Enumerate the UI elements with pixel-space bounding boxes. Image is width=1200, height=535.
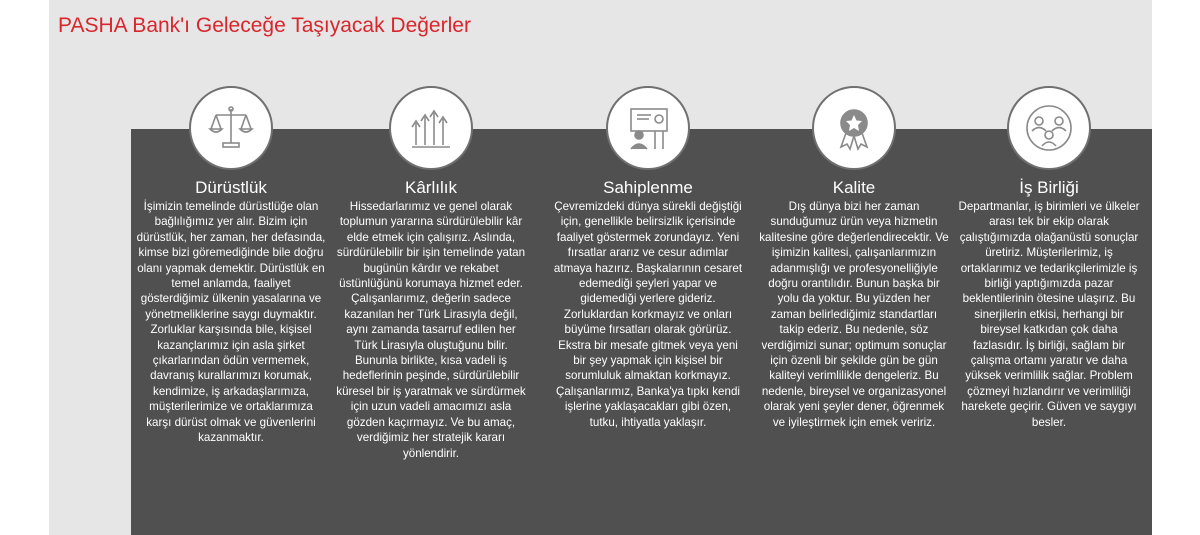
value-description: İşimizin temelinde dürüstlüğe olan bağlılığımız yer alır. Bizim için dürüstlük, her zaman, her defasında, kimse bizi göremediğinde bile doğru olanı yapmak demektir. Dürüstlük en temel anlamda, faaliyet gösterdiğimiz ülkenin yasalarına ve yönetmeliklerine saygı duymaktır. Zorluklar karşısında bile, kişisel kazançlarımız için asla şirket çıkarlarından ödün vermemek, davranış kurallarımızı korumak, kendimize, iş arkadaşlarımıza, müşterilerimize ve ortaklarımıza karşı dürüst olmak ve güvenlerini kazanmaktır. xyxy=(136,200,326,445)
value-heading: Sahiplenme xyxy=(603,178,693,197)
value-heading: İş Birliği xyxy=(1019,178,1079,197)
value-heading: Dürüstlük xyxy=(195,178,267,197)
pointer-arrow xyxy=(844,154,864,164)
value-heading: Kalite xyxy=(832,178,876,197)
scales-of-justice-icon xyxy=(204,101,258,155)
pointer-arrow xyxy=(421,154,441,164)
pointer-arrow xyxy=(638,154,658,164)
page-title: PASHA Bank'ı Geleceğe Taşıyacak Değerler xyxy=(58,14,471,37)
value-description: Hissedarlarımız ve genel olarak toplumun yararına sürdürülebilir kâr elde etmek için çalışırız. Aslında, sürdürülebilir bir işin temelinde yatan bugünün kârdır ve rekabet üstünlüğünü korumaya hizmet eder. Çalışanlarımız, değerin sadece kazanılan her Türk Lirasıyla değil, aynı zamanda tasarruf edilen her Türk Lirasıyla oluştuğunu bilir. Bununla birlikte, kısa vadeli iş hedeflerinin peşinde, sürdürülebilir küresel bir iş yaratmak ve sürdürmek için uzun vadeli amacımızı asla gözden kaçırmayız. Ve bu amaç, verdiğimiz her stratejik kararı yönlendirir. xyxy=(336,200,526,460)
value-description: Çevremizdeki dünya sürekli değiştiği için, genellikle belirsizlik içerisinde faaliyet göstermek zorundayız. Yeni fırsatlar ararız ve cesur adımlar atmaya hazırız. Başkalarının cesaret edemediği şeyleri yapar ve gidemediği yerlere gideriz. Zorluklardan korkmayız ve onları büyüme fırsatları olarak görürüz. Ekstra bir mesafe gitmek veya yeni bir şey yapmak için kişisel bir sorumluluk almaktan korkmayız. Çalışanlarımız, Banka'ya tıpkı kendi işlerine yaklaşacakları gibi özen, tutku, ihtiyatla yaklaşır. xyxy=(553,200,743,429)
quality-badge-icon xyxy=(827,101,881,155)
value-description: Dış dünya bizi her zaman sunduğumuz ürün veya hizmetin kalitesine göre değerlendirecektir. Ve işimizin kalitesi, çalışanlarımızın adanmışlığı ve profesyonelliğiyle doğru orantılıdır. Bunun başka bir yolu da yoktur. Bu yüzden her zaman belirlediğimiz standartları takip ederiz. Bu nedenle, söz verdiğimizi sunar; optimum sonuçlar için özenli bir şekilde gün be gün kaliteyi verimlilikle dengeleriz. Bu nedenle, bireysel ve organizasyonel olarak yeni şeyler dener, öğrenmek ve iyileştirmek için emek veririz. xyxy=(759,200,949,429)
growth-arrows-icon xyxy=(404,101,458,155)
pointer-arrow xyxy=(1039,154,1059,164)
presentation-board-icon xyxy=(621,101,675,155)
team-circle-icon xyxy=(1022,101,1076,155)
value-heading: Kârlılık xyxy=(405,178,457,197)
value-description: Departmanlar, iş birimleri ve ülkeler arası tek bir ekip olarak çalıştığımızda olağanüstü sonuçlar üretiriz. Müşterilerimiz, iş ortaklarımız ve tedarikçilerimizle iş birliği yaptığımızda pazar beklentilerinin ötesine ulaşırız. Bu sinerjilerin etkisi, herhangi bir bireysel katkıdan çok daha fazlasıdır. İş birliği, sağlam bir çalışma ortamı yaratır ve daha yüksek verimlilik sağlar. Problem çözmeyi hızlandırır ve verimliliği harekete geçirir. Güven ve saygıyı besler. xyxy=(958,200,1140,429)
pointer-arrow xyxy=(221,154,241,164)
